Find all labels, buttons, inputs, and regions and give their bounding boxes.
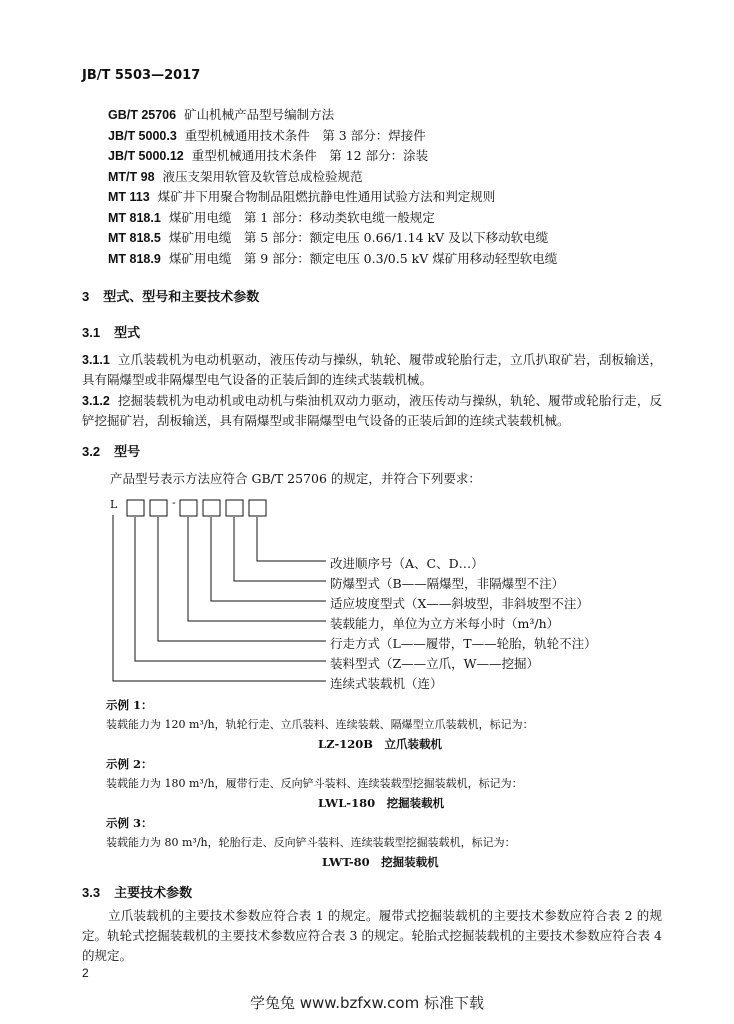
section-3-3-heading: 3.3 主要技术参数: [82, 885, 193, 901]
example-3-marking: LWT-80 挖掘装载机: [322, 855, 439, 869]
leader-line-explosion: [234, 517, 326, 581]
section-3-heading: 3 型式、型号和主要技术参数: [82, 289, 260, 305]
reference-item: MT 818.1 煤矿用电缆 第 1 部分：移动类软电缆一般规定: [108, 209, 435, 225]
model-label-slope-type: 适应坡度型式（X——斜坡型，非斜坡型不注）: [330, 596, 589, 611]
model-prefix-letter: L: [110, 498, 118, 511]
clause-3-1-2: 3.1.2 挖掘装载机为电动机或电动机与柴油机双动力驱动，液压传动与操纵，轨轮、履带或轮胎行走，反铲挖掘矿岩，刮板输送，具有隔爆型或非隔爆型电气设备的正装后卸的连续式装载机械。: [82, 393, 662, 428]
normative-references-list: [108, 105, 557, 269]
model-box-feed-type: [127, 500, 144, 516]
reference-item: JB/T 5000.12 重型机械通用技术条件 第 12 部分：涂装: [108, 148, 429, 163]
leader-line-continuous: [113, 515, 326, 681]
example-2-title: 示例 2：: [106, 757, 153, 771]
reference-item: MT 818.5 煤矿用电缆 第 5 部分：额定电压 0.66/1.14 kV 及以下移动软电缆: [108, 230, 549, 245]
example-3-title: 示例 3：: [106, 816, 153, 830]
model-box-travel-type: [150, 500, 167, 516]
example-1-title: 示例 1：: [106, 698, 153, 712]
reference-item: MT 818.9 煤矿用电缆 第 9 部分：额定电压 0.3/0.5 kV 煤矿用移动轻型软电缆: [108, 250, 558, 266]
standard-code-header: JB/T 5503—2017: [82, 68, 201, 83]
model-box-explosion-type: [226, 500, 243, 516]
leader-line-slope: [211, 517, 326, 601]
example-2-description: 装载能力为 180 m³/h，履带行走、反向铲斗装料、连续装载型挖掘装载机，标记为：: [106, 777, 523, 790]
model-box-improvement: [249, 500, 266, 516]
leader-line-travel: [158, 517, 326, 641]
reference-item: MT 113 煤矿井下用聚合物制品阻燃抗静电性通用试验方法和判定规则: [108, 189, 496, 204]
model-label-continuous: 连续式装载机（连）: [330, 676, 443, 691]
example-3-description: 装载能力为 80 m³/h，轮胎行走、反向铲斗装料、连续装载型挖掘装载机，标记为：: [106, 836, 516, 849]
model-box-slope-type: [203, 500, 220, 516]
leader-line-improvement: [257, 517, 326, 561]
clause-3-3-text: 立爪装载机的主要技术参数应符合表 1 的规定。履带式挖掘装载机的主要技术参数应符合表 2 的规定。轨轮式挖掘装载机的主要技术参数应符合表 3 的规定。轮胎式挖掘装载机的主要技术参数应符合表 4 的规定。: [82, 908, 662, 963]
clause-3-1-1: 3.1.1 立爪装载机为电动机驱动，液压传动与操纵，轨轮、履带或轮胎行走，立爪扒取矿岩，刮板输送，具有隔爆型或非隔爆型电气设备的正装后卸的连续式装载机械。: [82, 352, 662, 387]
page-number: 2: [82, 966, 89, 980]
download-site-footer: 学兔兔 www.bzfxw.com 标准下载: [250, 994, 484, 1012]
model-label-travel-type: 行走方式（L——履带，T——轮胎，轨轮不注）: [330, 636, 597, 651]
model-intro-text: 产品型号表示方法应符合 GB/T 25706 的规定，并符合下列要求：: [110, 471, 481, 486]
example-1-marking: LZ-120B 立爪装载机: [318, 737, 442, 751]
reference-item: JB/T 5000.3 重型机械通用技术条件 第 3 部分：焊接件: [108, 127, 426, 143]
model-box-capacity: [180, 500, 197, 516]
model-label-explosion-type: 防爆型式（B——隔爆型，非隔爆型不注）: [330, 576, 565, 591]
example-1-description: 装载能力为 120 m³/h，轨轮行走、立爪装料、连续装载、隔爆型立爪装载机，标记为：: [106, 718, 534, 731]
section-3-2-heading: 3.2 型号: [82, 444, 141, 460]
reference-item: MT/T 98 液压支架用软管及软管总成检验规范: [108, 168, 363, 184]
model-label-improvement: 改进顺序号（A、C、D…）: [330, 556, 484, 571]
leader-line-capacity: [188, 517, 326, 621]
example-2-marking: LWL-180 挖掘装载机: [318, 796, 445, 810]
model-dash: -: [172, 496, 176, 509]
model-label-capacity: 装载能力，单位为立方米每小时（m³/h）: [330, 616, 560, 631]
section-3-1-heading: 3.1 型式: [82, 325, 141, 341]
leader-line-feed: [135, 517, 326, 661]
model-label-feed-type: 装料型式（Z——立爪，W——挖掘）: [330, 656, 540, 671]
reference-item: GB/T 25706 矿山机械产品型号编制方法: [108, 107, 335, 122]
